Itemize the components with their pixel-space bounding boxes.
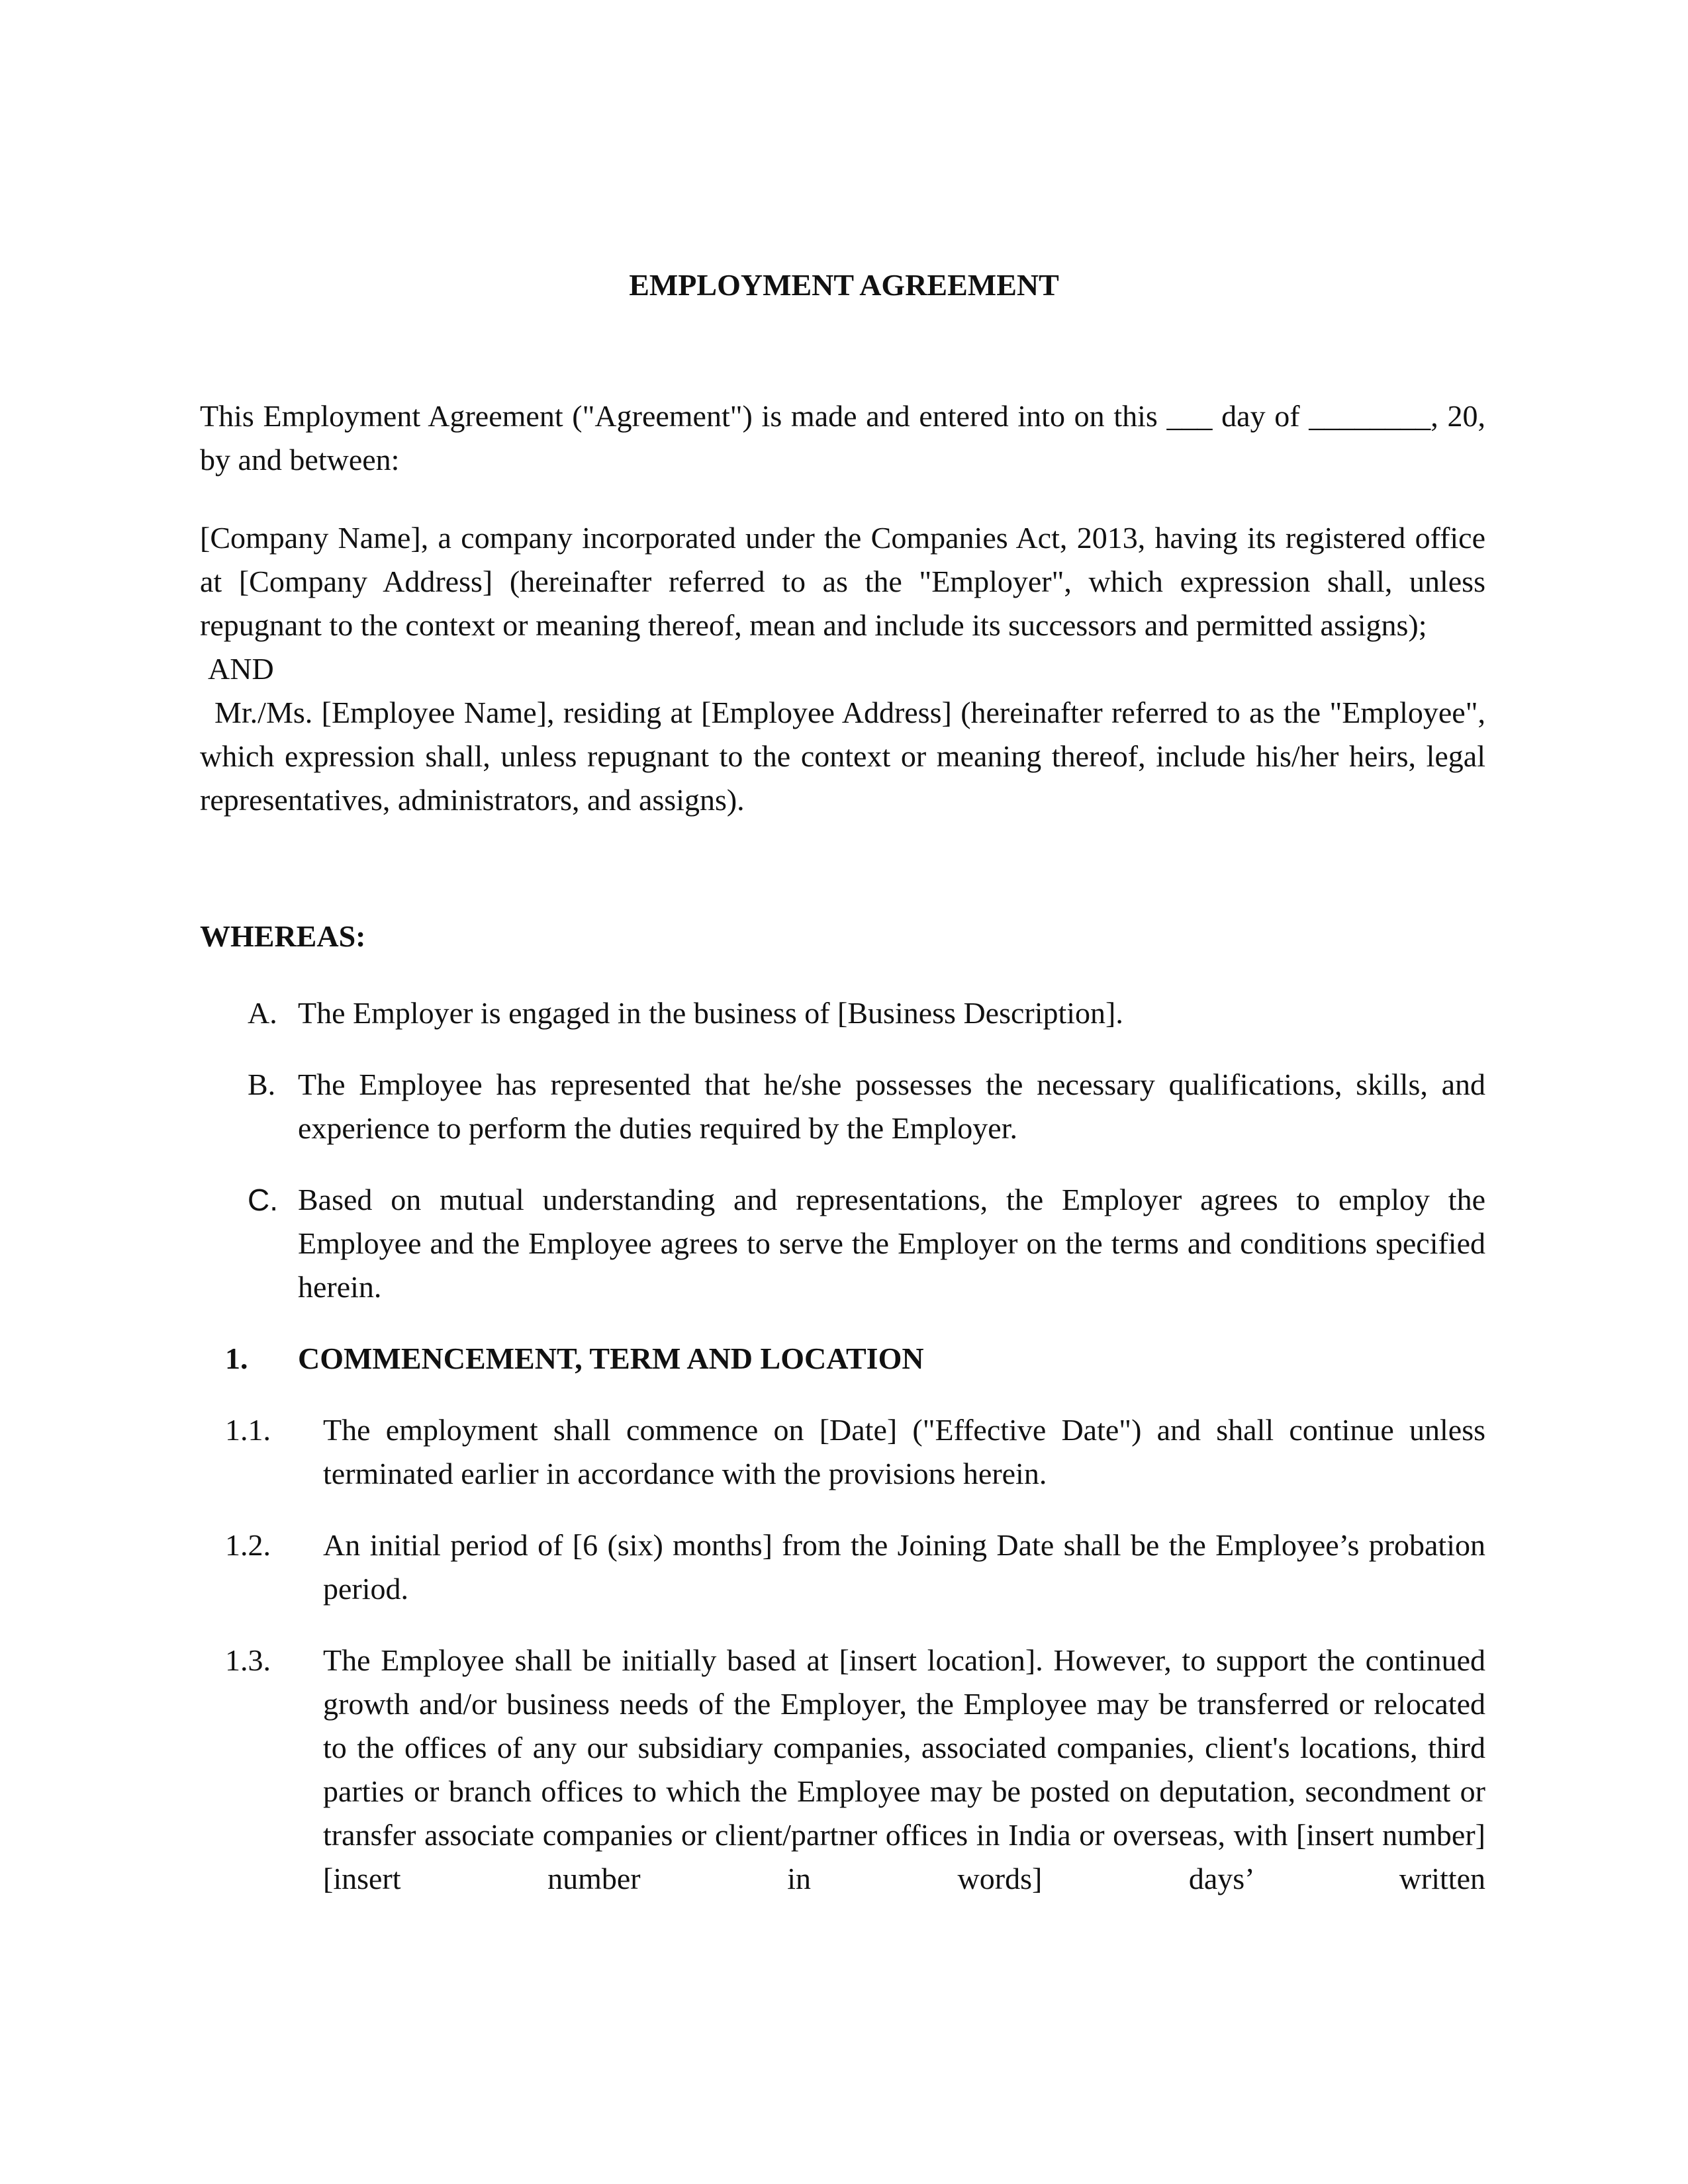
recital-label: B. xyxy=(248,1068,276,1101)
employee-party-paragraph: Mr./Ms. [Employee Name], residing at [Employee Address] (hereinafter referred to as the "Employee", which expression shall, unless repugnant to the context or meaning thereof, include his/her heirs, legal representatives, administrators, and assigns). xyxy=(200,696,1485,817)
recital-text: The Employee has represented that he/she possesses the necessary qualifications, skills, and experience to perform the duties required by the Employer. xyxy=(298,1068,1485,1145)
recital-text: The Employer is engaged in the business of [Business Description]. xyxy=(298,996,1123,1030)
intro-block xyxy=(200,394,1485,482)
document-title: EMPLOYMENT AGREEMENT xyxy=(629,268,1059,302)
section-1-heading xyxy=(200,1337,1485,1381)
clause-number: 1.2. xyxy=(225,1528,271,1562)
intro-paragraph: This Employment Agreement ("Agreement") is made and entered into on this ___ day of ________, 20, by and between: xyxy=(200,399,1485,477)
and-label: AND xyxy=(208,652,274,686)
recital-item xyxy=(200,1178,1485,1309)
recital-text: Based on mutual understanding and representations, the Employer agrees to employ the Employee and the Employee agrees to serve the Employer on the terms and conditions specified herein. xyxy=(298,1183,1485,1304)
clause-text: The employment shall commence on [Date] ("Effective Date") and shall continue unless terminated earlier in accordance with the provisions herein. xyxy=(323,1413,1485,1490)
clause-text: The Employee shall be initially based at [insert location]. However, to support the continued growth and/or business needs of the Employer, the Employee may be transferred or relocated to the offices of any our subsidiary companies, associated companies, client's locations, third parties or branch offices to which the Employee may be posted on deputation, secondment or transfer associate companies or client/partner offices in India or overseas, with [insert number] [insert number in words] days’ written xyxy=(323,1643,1485,1895)
recital-item xyxy=(200,991,1485,1035)
company-party-paragraph: [Company Name], a company incorporated under the Companies Act, 2013, having its registered office at [Company Address] (hereinafter referred to as the "Employer", which expression shall, unless repugnant to the context or meaning thereof, mean and include its successors and permitted assigns); xyxy=(200,521,1485,642)
clause-item xyxy=(200,1639,1485,1901)
recital-item xyxy=(200,1063,1485,1150)
section-number: 1. xyxy=(225,1342,248,1375)
whereas-heading: WHEREAS: xyxy=(200,919,366,953)
recital-label: C. xyxy=(248,1183,278,1217)
clause-number: 1.3. xyxy=(225,1643,271,1677)
parties-block xyxy=(200,516,1485,822)
section-title: COMMENCEMENT, TERM AND LOCATION xyxy=(298,1342,924,1375)
section-1-clauses xyxy=(200,1408,1485,1929)
clause-item xyxy=(200,1408,1485,1496)
clause-number: 1.1. xyxy=(225,1413,271,1447)
clause-item xyxy=(200,1524,1485,1611)
clause-text: An initial period of [6 (six) months] from the Joining Date shall be the Employee’s probation period. xyxy=(323,1528,1485,1606)
recital-label: A. xyxy=(248,996,277,1030)
recitals-list xyxy=(200,991,1485,1337)
